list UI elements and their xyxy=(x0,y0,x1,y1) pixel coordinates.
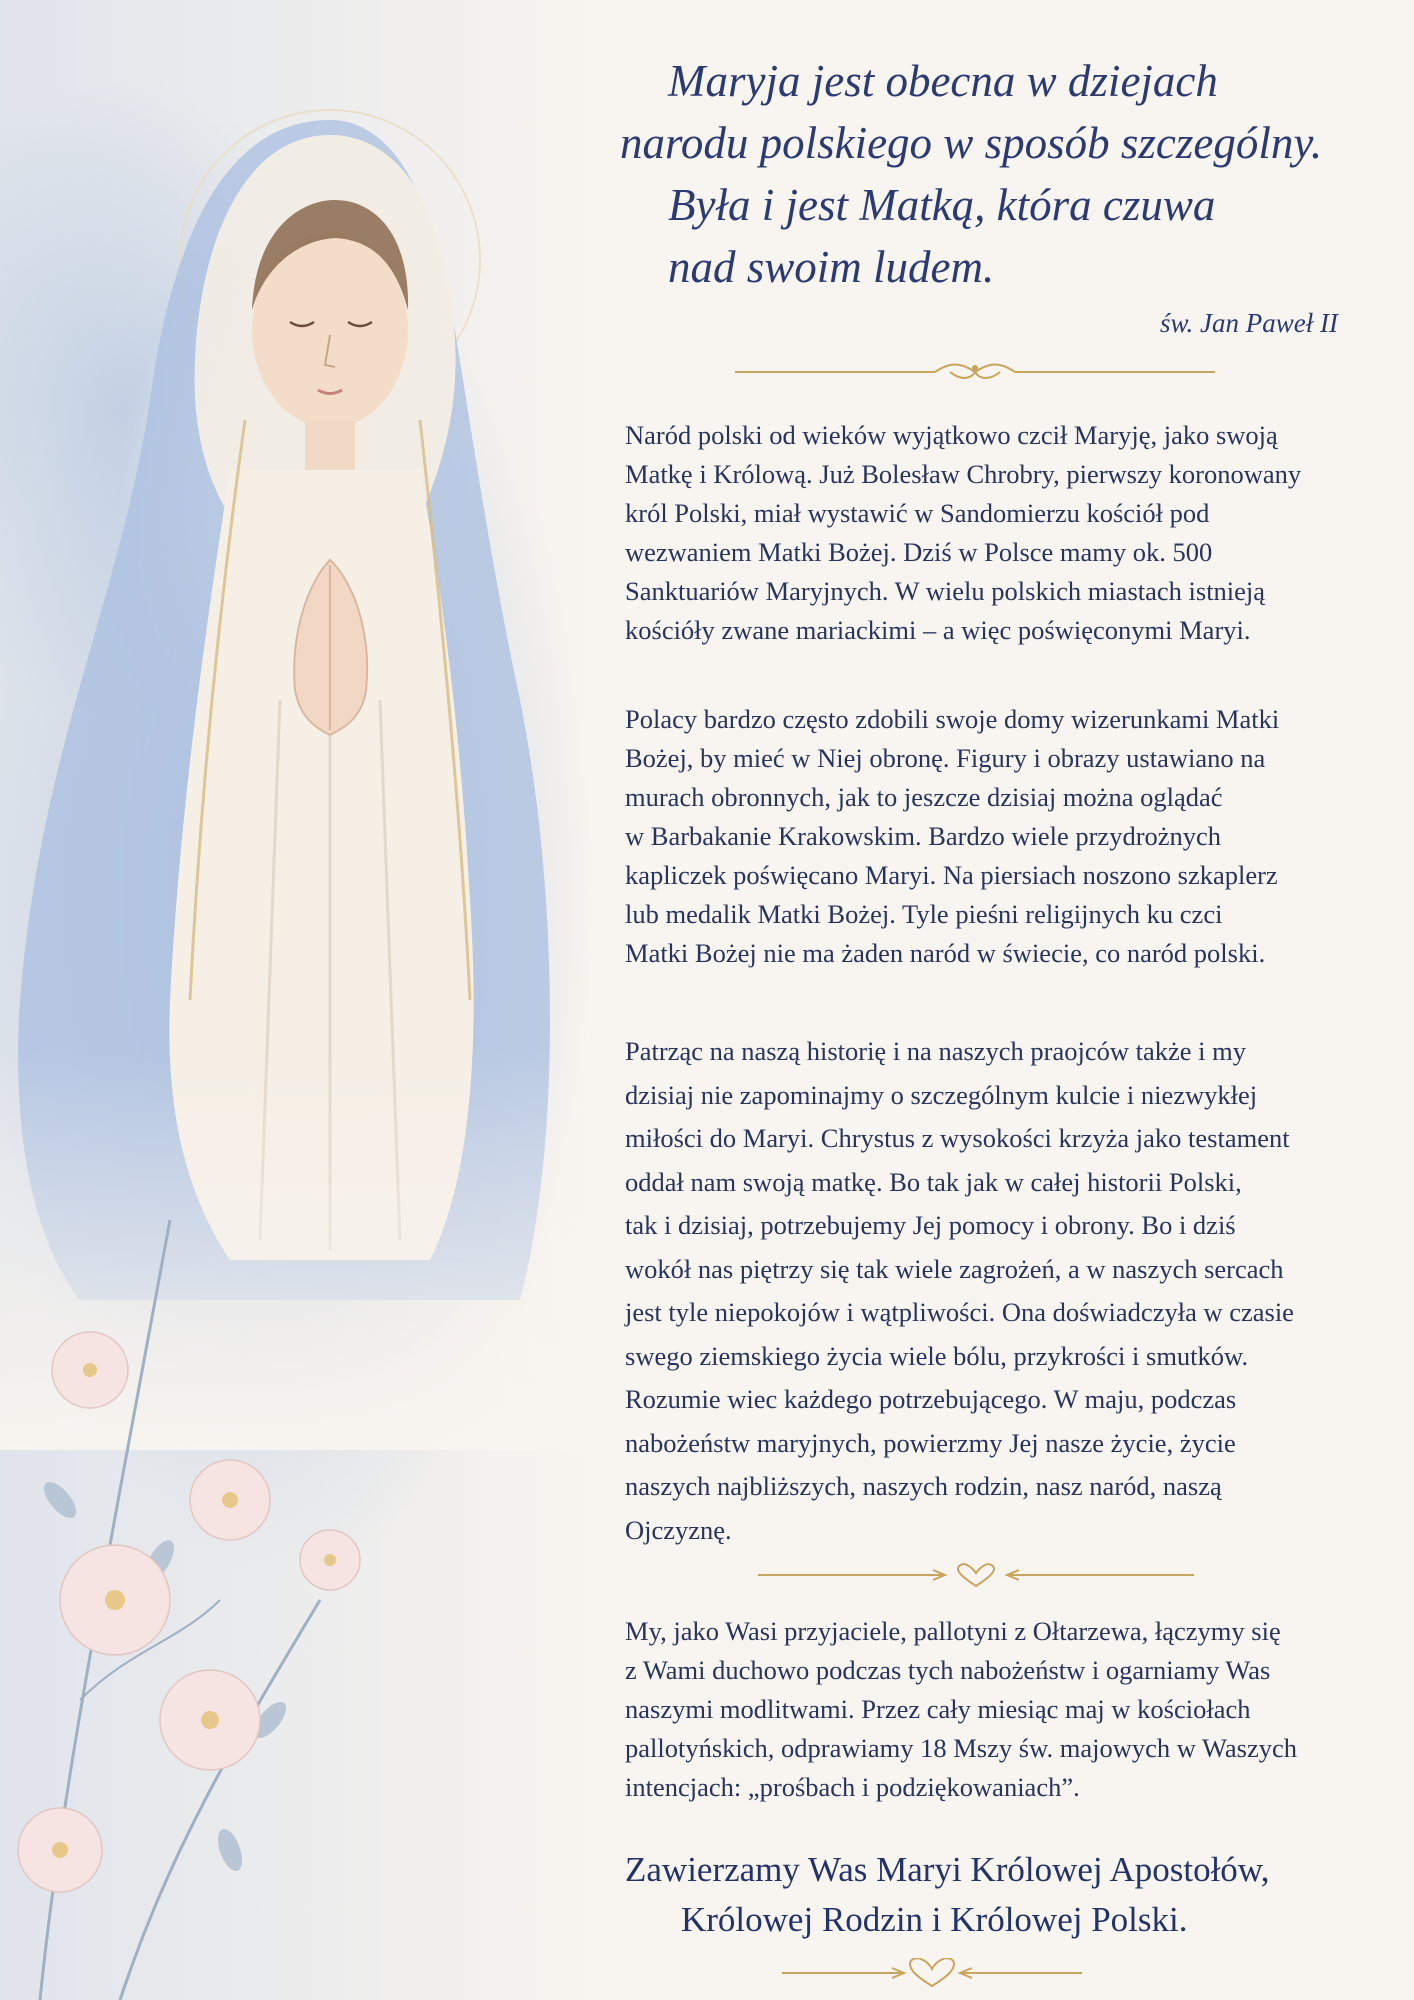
text-line: król Polski, miał wystawić w Sandomierzu kościół pod xyxy=(625,498,1210,528)
paragraph-3 xyxy=(625,1030,1365,1552)
heart-divider-bottom xyxy=(782,1958,1082,1988)
text-line: oddał nam swoją matkę. Bo tak jak w całej historii Polski, xyxy=(625,1166,1242,1197)
text-line: naszych najbliższych, naszych rodzin, nasz naród, naszą xyxy=(625,1471,1222,1501)
text-line: wezwaniem Matki Bożej. Dziś w Polsce mamy ok. 500 xyxy=(625,537,1213,567)
quote-line: nad swoim ludem. xyxy=(668,242,995,292)
quote-author: św. Jan Paweł II xyxy=(1160,308,1338,338)
paragraph-1 xyxy=(625,416,1365,650)
closing-statement xyxy=(625,1845,1365,1945)
heart-divider xyxy=(758,1562,1194,1588)
closing-line-2: Królowej Rodzin i Królowej Polski. xyxy=(681,1900,1188,1939)
text-line: murach obronnych, jak to jeszcze dzisiaj można oglądać xyxy=(625,782,1223,812)
text-line: dzisiaj nie zapominajmy o szczególnym kulcie i niezwykłej xyxy=(625,1079,1258,1110)
text-line: kapliczek poświęcano Maryi. Na piersiach noszono szkaplerz xyxy=(625,860,1278,890)
paragraph-4 xyxy=(625,1612,1365,1807)
text-line: Polacy bardzo często zdobili swoje domy wizerunkami Matki xyxy=(625,704,1280,734)
text-line: Rozumie wiec każdego potrzebującego. W maju, podczas xyxy=(625,1384,1237,1414)
text-line: kościóły zwane mariackimi – a więc poświęconymi Maryi. xyxy=(625,615,1251,645)
text-line: Naród polski od wieków wyjątkowo czcił Maryję, jako swoją xyxy=(625,420,1278,450)
quote-block xyxy=(610,50,1350,298)
madonna-illustration xyxy=(0,0,600,2000)
text-line: naszymi modlitwami. Przez cały miesiąc maj w kościołach xyxy=(625,1694,1251,1724)
text-line: Matkę i Królową. Już Bolesław Chrobry, pierwszy koronowany xyxy=(625,459,1302,489)
text-line: My, jako Wasi przyjaciele, pallotyni z Ołtarzewa, łączymy się xyxy=(625,1616,1281,1646)
text-line: intencjach: „prośbach i podziękowaniach”. xyxy=(625,1772,1080,1802)
text-line: pallotyńskich, odprawiamy 18 Mszy św. majowych w Waszych xyxy=(625,1733,1298,1763)
text-line: tak i dzisiaj, potrzebujemy Jej pomocy i obrony. Bo i dziś xyxy=(625,1210,1236,1240)
text-line: Matki Bożej nie ma żaden naród w świecie, co naród polski. xyxy=(625,938,1266,968)
quote-line: narodu polskiego w sposób szczególny. xyxy=(620,118,1323,168)
text-line: lub medalik Matki Bożej. Tyle pieśni religijnych ku czci xyxy=(625,899,1223,929)
text-line: w Barbakanie Krakowskim. Bardzo wiele przydrożnych xyxy=(625,821,1222,851)
text-line: miłości do Maryi. Chrystus z wysokości krzyża jako testament xyxy=(625,1123,1290,1153)
text-line: Ojczyznę. xyxy=(625,1514,732,1545)
text-line: jest tyle niepokojów i wątpliwości. Ona doświadczyła w czasie xyxy=(625,1297,1294,1327)
text-line: Bożej, by mieć w Niej obronę. Figury i obrazy ustawiano na xyxy=(625,743,1266,773)
paragraph-2 xyxy=(625,700,1365,973)
quote-line: Była i jest Matką, która czuwa xyxy=(668,180,1216,230)
text-line: z Wami duchowo podczas tych nabożeństw i ogarniamy Was xyxy=(625,1655,1271,1685)
text-line: swego ziemskiego życia wiele bólu, przykrości i smutków. xyxy=(625,1340,1249,1371)
text-line: nabożeństw maryjnych, powierzmy Jej nasze życie, życie xyxy=(625,1427,1236,1458)
text-line: wokół nas piętrzy się tak wiele zagrożeń, a w naszych sercach xyxy=(625,1253,1284,1284)
closing-line-1: Zawierzamy Was Maryi Królowej Apostołów, xyxy=(625,1850,1270,1889)
text-line: Sanktuariów Maryjnych. W wielu polskich miastach istnieją xyxy=(625,576,1266,606)
ornament-divider xyxy=(735,360,1215,384)
praying-madonna-image xyxy=(0,0,600,2000)
quote-line: Maryja jest obecna w dziejach xyxy=(668,56,1218,106)
text-line: Patrząc na naszą historię i na naszych praojców także i my xyxy=(625,1036,1247,1066)
